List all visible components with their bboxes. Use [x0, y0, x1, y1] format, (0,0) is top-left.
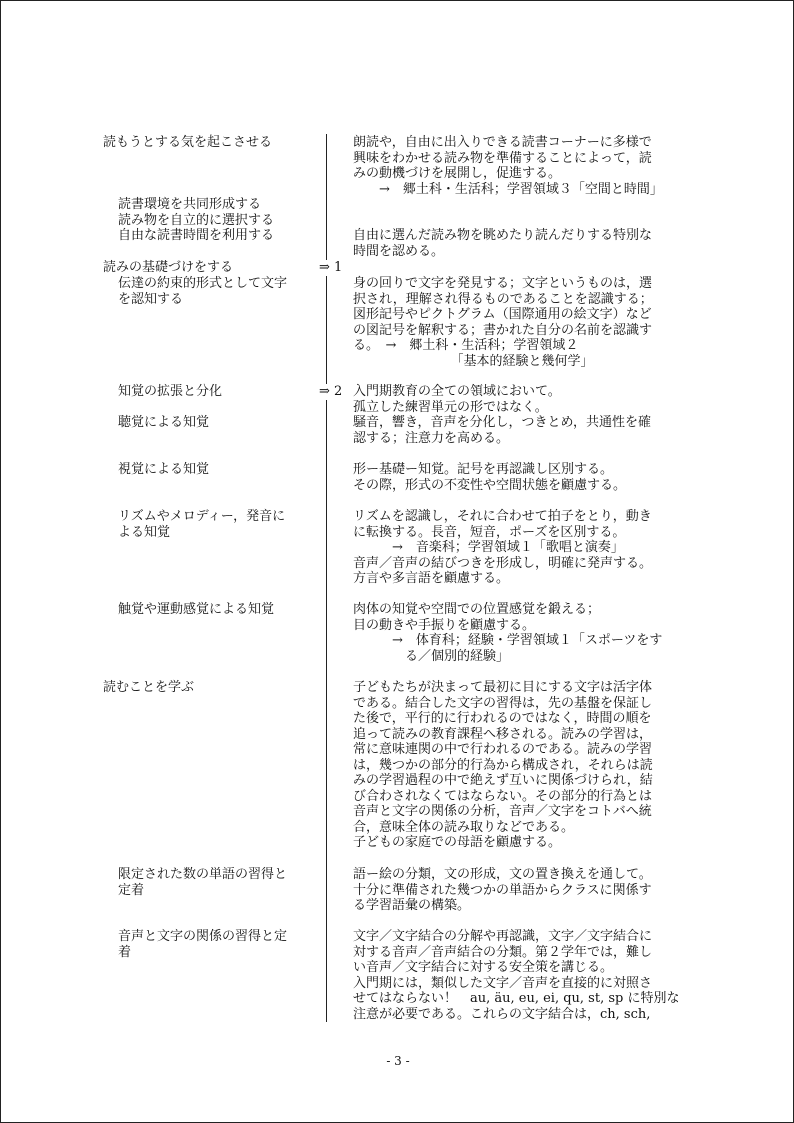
left-heading-reading-foundation: 読みの基礎づけをする — [103, 260, 234, 275]
right-text-tactile: 肉体の知覚や空間での位置感覚を鍛える； 目の動きや手振りを顧慮する。 → 体育科；経験・学習領域１「スポーツをす る／個別的経験」 — [353, 602, 663, 664]
right-text-motivation: 朗読や，自由に出入りできる読書コーナーに多様で 興味をわかせる読み物を準備することによって，読 みの動機づけを展開し，促進する。 → 郷土科・生活科；学習領域３「空間と時間」 — [353, 135, 663, 197]
left-item-visual: 視覚による知覚 — [118, 462, 210, 477]
arrow-note-2: ⇒ 2 — [319, 384, 343, 399]
left-heading-motivation: 読もうとする気を起こさせる — [103, 135, 273, 150]
right-text-rhythm: リズムを認識し，それに合わせて拍子をとり，動き に転換する。長音，短音，ポーズを区別する。 → 音楽科；学習領域１「歌唱と演奏」 音声／音声の結びつきを形成し，明確に発声する。 方言や多言語を顧慮する。 — [353, 509, 653, 586]
left-item-perception: 知覚の拡張と分化 — [118, 384, 223, 399]
arrow-note-1: ⇒ 1 — [319, 260, 343, 275]
left-item-rhythm: リズムやメロディー，発音に よる知覚 — [118, 509, 286, 540]
left-item-sound-letter: 音声と文字の関係の習得と定 着 — [118, 929, 288, 960]
left-item-tactile: 触覚や運動感覚による知覚 — [118, 602, 275, 617]
page-number: - 3 - — [386, 1054, 410, 1068]
left-item-auditory: 聴覚による知覚 — [118, 415, 210, 430]
left-item-reading-environment: 読書環境を共同形成する 読み物を自立的に選択する 自由な読書時間を利用する — [118, 197, 275, 243]
right-text-letter-discovery: 身の回りで文字を発見する；文字というものは，選 択され，理解され得るものであることを認識する； 図形記号やピクトグラム（国際通用の絵文字）など の図記号を解釈する；書かれた自分の名前を認識す る。 → 郷土科・生活科；学習領域２ 「基本的経験と幾何学」 — [353, 276, 653, 369]
left-item-letter-recognition: 伝達の約束的形式として文字 を認知する — [118, 276, 288, 307]
left-item-word-acquisition: 限定された数の単語の習得と 定着 — [118, 867, 288, 898]
right-text-sound-letter: 文字／文字結合の分解や再認識，文字／文字結合に 対する音声／音声結合の分類。第２学年では，難し い音声／文字結合に対する安全策を講じる。 入門期には，類似した文字／音声を直接的に対照さ せてはならない！ au, äu, eu, ei, qu, st, sp に特別な 注意が必要である。これらの文字結合は，ch, sch, — [353, 929, 680, 1022]
right-text-auditory: 騒音，響き，音声を分化し，つきとめ，共通性を確 認する；注意力を高める。 — [353, 415, 651, 446]
right-text-word-acquisition: 語ー絵の分類，文の形成，文の置き換えを通して。 十分に準備された幾つかの単語からクラスに関係す る学習語彙の構築。 — [353, 867, 652, 913]
right-text-free-reading-time: 自由に選んだ読み物を眺めたり読んだりする特別な 時間を認める。 — [353, 228, 653, 259]
left-heading-learning-to-read: 読むことを学ぶ — [103, 680, 195, 695]
right-text-visual: 形ー基礎ー知覚。記号を再認識し区別する。 その際，形式の不変性や空間状態を顧慮する。 — [353, 462, 627, 493]
right-text-learning-to-read: 子どもたちが決まって最初に目にする文字は活字体 である。結合した文字の習得は，先の基盤を保証し た後で，平行的に行われるのではなく，時間の順を 追って読みの教育課程へ移される。読みの学習は， 常に意味連関の中で行われるのである。読みの学習 は，幾つかの部分的行為から構成され，それらは読 みの学習過程の中で絶えず互いに関係づけられ，結 び合わされなくてはならない。その部分的行為とは 音声と文字の関係の分析，音声／文字をコトバへ統 合，意味全体の読み取りなどである。 子どもの家庭での母語を顧慮する。 — [353, 680, 653, 850]
right-text-all-areas: 入門期教育の全ての領域において。 孤立した練習単元の形ではなく。 — [353, 384, 561, 415]
